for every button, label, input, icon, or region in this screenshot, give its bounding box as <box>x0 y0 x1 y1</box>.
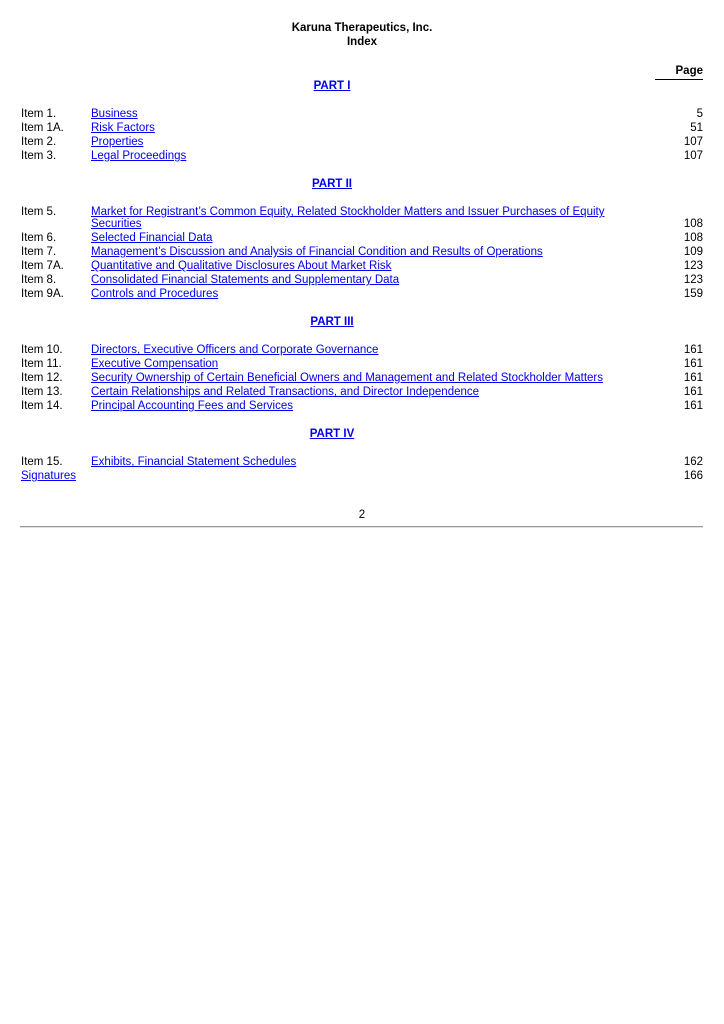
page-number: 159 <box>683 288 703 300</box>
item-number: Item 10. <box>21 344 63 356</box>
item-link[interactable]: Market for Registrant’s Common Equity, Related Stockholder Matters and Issuer Purchases of Equity <box>91 206 605 218</box>
toc-row <box>21 273 703 287</box>
item-link[interactable]: Principal Accounting Fees and Services <box>91 400 293 412</box>
toc-row <box>21 287 703 301</box>
item-link[interactable]: Properties <box>91 136 144 148</box>
page-number: 123 <box>683 260 703 272</box>
item-number: Item 8. <box>21 274 57 286</box>
toc-row <box>21 455 703 469</box>
document-title: Karuna Therapeutics, Inc. <box>291 22 433 34</box>
item-number: Item 5. <box>21 206 57 218</box>
part-link[interactable]: PART II <box>311 178 353 190</box>
page-number: 109 <box>683 246 703 258</box>
page-number: 51 <box>690 122 703 134</box>
item-number: Item 3. <box>21 150 57 162</box>
item-link[interactable]: Consolidated Financial Statements and Supplementary Data <box>91 274 400 286</box>
item-link[interactable]: Selected Financial Data <box>91 232 213 244</box>
part-link[interactable]: PART IV <box>309 428 355 440</box>
item-number: Item 14. <box>21 400 63 412</box>
page-number: 161 <box>683 344 703 356</box>
page-number: 5 <box>696 108 703 120</box>
signatures-link[interactable]: Signatures <box>21 470 76 482</box>
item-number: Item 15. <box>21 456 63 468</box>
toc-row <box>21 259 703 273</box>
part-heading[interactable] <box>0 79 664 93</box>
item-link[interactable]: Quantitative and Qualitative Disclosures About Market Risk <box>91 260 392 272</box>
page-number: 108 <box>683 232 703 244</box>
item-number: Item 2. <box>21 136 57 148</box>
toc-row <box>21 107 703 121</box>
page-number: 161 <box>683 400 703 412</box>
item-number: Item 1A. <box>21 122 64 134</box>
page-number: 161 <box>683 372 703 384</box>
part-heading[interactable] <box>0 315 664 329</box>
item-link[interactable]: Management’s Discussion and Analysis of Financial Condition and Results of Operations <box>91 246 543 258</box>
toc-row <box>21 343 703 357</box>
part-heading[interactable] <box>0 177 664 191</box>
page-number: 107 <box>683 136 703 148</box>
item-link[interactable]: Legal Proceedings <box>91 150 187 162</box>
item-number: Item 11. <box>21 358 62 370</box>
page-number: 108 <box>683 218 703 230</box>
page-number: 107 <box>683 150 703 162</box>
page-column-header: Page <box>655 65 703 80</box>
toc-row <box>21 149 703 163</box>
part-heading[interactable] <box>0 427 664 441</box>
page-number: 162 <box>683 456 703 468</box>
item-link[interactable]: Directors, Executive Officers and Corporate Governance <box>91 344 379 356</box>
toc-row <box>21 385 703 399</box>
item-number: Item 6. <box>21 232 57 244</box>
document-subtitle: Index <box>346 36 378 48</box>
footer-page-number: 2 <box>358 509 366 521</box>
item-link[interactable]: Exhibits, Financial Statement Schedules <box>91 456 297 468</box>
toc-row <box>21 121 703 135</box>
page-number: 161 <box>683 386 703 398</box>
page-number: 166 <box>683 470 703 482</box>
toc-row <box>21 205 703 233</box>
item-number: Item 7. <box>21 246 57 258</box>
part-link[interactable]: PART I <box>313 80 351 92</box>
item-number: Item 9A. <box>21 288 64 300</box>
item-link[interactable]: Executive Compensation <box>91 358 219 370</box>
part-link[interactable]: PART III <box>310 316 354 328</box>
page-divider <box>20 526 703 528</box>
item-link[interactable]: Controls and Procedures <box>91 288 219 300</box>
toc-row <box>21 135 703 149</box>
item-link-continued[interactable]: Securities <box>91 218 142 230</box>
page-number: 161 <box>683 358 703 370</box>
item-link[interactable]: Risk Factors <box>91 122 155 134</box>
item-number: Item 12. <box>21 372 63 384</box>
toc-row <box>21 231 703 245</box>
item-number: Item 13. <box>21 386 63 398</box>
page-number: 123 <box>683 274 703 286</box>
item-link[interactable]: Security Ownership of Certain Beneficial Owners and Management and Related Stockholder Matters <box>91 372 604 384</box>
toc-row <box>21 469 703 483</box>
toc-row <box>21 357 703 371</box>
item-number: Item 7A. <box>21 260 64 272</box>
item-number: Item 1. <box>21 108 57 120</box>
toc-row <box>21 371 703 385</box>
toc-row <box>21 399 703 413</box>
item-link[interactable]: Business <box>91 108 138 120</box>
item-link[interactable]: Certain Relationships and Related Transactions, and Director Independence <box>91 386 480 398</box>
toc-row <box>21 245 703 259</box>
